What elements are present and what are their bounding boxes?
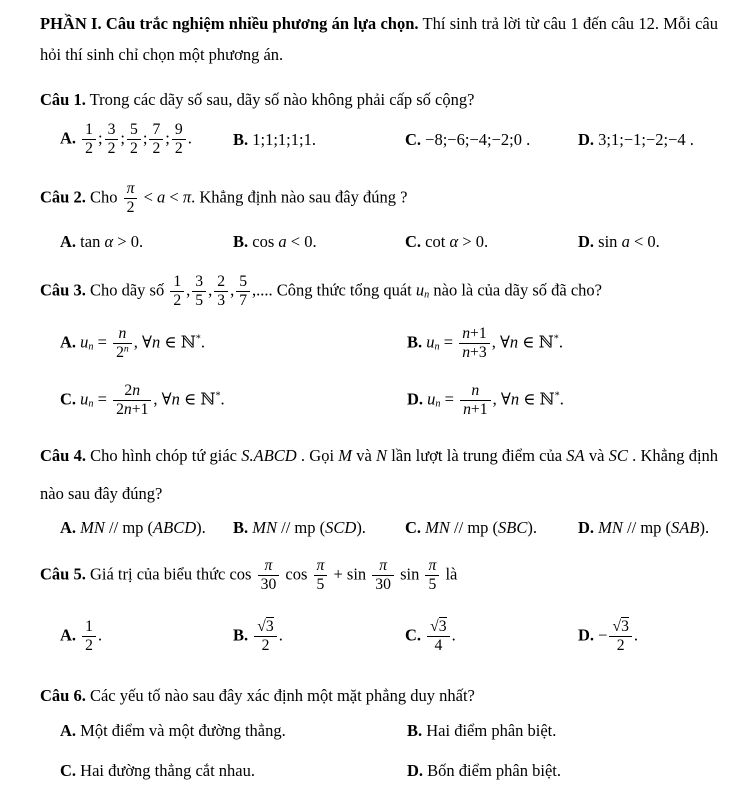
question-1	[40, 87, 718, 158]
math-variable: n	[424, 289, 430, 301]
math-fraction: $\frac{\pi}{30}$	[372, 557, 394, 594]
question-6-option-B: B. Hai điểm phân biệt.	[407, 721, 557, 741]
math-variable: π	[428, 557, 437, 575]
math-fraction: $\frac{1}{2}$	[82, 121, 96, 158]
math-variable: n	[434, 341, 440, 353]
math-variable: a	[157, 187, 166, 207]
math-variable: M	[338, 446, 353, 466]
option-letter: B.	[233, 129, 249, 149]
math-script	[124, 344, 129, 355]
math-variable: SBC	[498, 518, 528, 538]
option-letter: C.	[60, 761, 77, 781]
question-2-option-A: A. tan α > 0.	[60, 232, 144, 252]
question-label: Câu 6.	[40, 686, 86, 706]
section-title: PHẦN I. Câu trắc nghiệm nhiều phương án lựa chọn.	[40, 14, 419, 33]
question-5-stem: Câu 5. Giá trị của biểu thức cos $\frac{\pi}{30}$ cos $\frac{\pi}{5}$ + sin $\frac{\pi}{30}$ sin $\frac{\pi}{5}$ là	[40, 557, 458, 594]
question-2-option-C: C. cot α > 0.	[405, 232, 489, 252]
math-fraction: $\frac{\pi}{5}$	[314, 557, 328, 594]
question-5-option-A: A. $\frac{1}{2}$ .	[60, 618, 103, 655]
question-6-option-A: A. Một điểm và một đường thẳng.	[60, 721, 286, 741]
section-header	[40, 8, 718, 70]
math-variable: a	[621, 232, 630, 252]
option-letter: A.	[60, 518, 77, 538]
math-variable: n	[462, 325, 471, 343]
option-letter: C.	[405, 625, 422, 645]
math-variable: α	[449, 232, 459, 252]
math-variable: π	[316, 557, 325, 575]
math-variable: n	[510, 389, 520, 409]
option-letter: B.	[233, 518, 249, 538]
question-5-options	[60, 618, 718, 655]
question-label: Câu 3.	[40, 280, 86, 300]
math-fraction: $\frac{√3}{2}$	[609, 618, 631, 655]
math-fraction: $\frac{n}{2^n}$	[113, 325, 132, 362]
math-script: *	[195, 333, 201, 345]
option-letter: B.	[233, 625, 249, 645]
math-variable: SCD	[325, 518, 357, 538]
question-5-option-D: D. − $\frac{√3}{2}$ .	[578, 618, 639, 655]
math-fraction: $\frac{3}{5}$	[192, 273, 206, 310]
question-2-option-B: B. cos a < 0.	[233, 232, 317, 252]
math-variable: SA	[566, 446, 585, 466]
math-variable: n	[123, 343, 129, 355]
option-letter: B.	[407, 332, 423, 352]
option-letter: B.	[407, 721, 423, 741]
option-letter: B.	[233, 232, 249, 252]
math-variable: a	[278, 232, 287, 252]
option-letter: D.	[407, 761, 424, 781]
question-label: Câu 4.	[40, 446, 86, 466]
math-variable: n	[118, 325, 127, 343]
option-letter: D.	[407, 389, 424, 409]
question-1-stem: Câu 1. Trong các dãy số sau, dãy số nào không phải cấp số cộng?	[40, 90, 475, 109]
question-6-option-D: D. Bốn điểm phân biệt.	[407, 761, 561, 781]
math-script	[435, 341, 440, 352]
math-variable: u	[427, 389, 436, 409]
question-3-option-A: A. $u_n$ = $\frac{n}{2^n}$ , ∀n ∈ ℕ*.	[60, 325, 206, 362]
math-variable: MN	[425, 518, 450, 538]
math-variable: π	[379, 557, 388, 575]
option-letter: C.	[60, 389, 77, 409]
question-4-option-B: B. MN // mp (SCD).	[233, 518, 366, 538]
question-4	[40, 437, 718, 541]
math-fraction: $\frac{1}{2}$	[170, 273, 184, 310]
question-6-stem: Câu 6. Các yếu tố nào sau đây xác định một mặt phẳng duy nhất?	[40, 686, 475, 706]
math-variable: SC	[608, 446, 628, 466]
math-variable: MN	[598, 518, 623, 538]
math-fraction: $\frac{\pi}{5}$	[425, 557, 439, 594]
math-variable: π	[126, 180, 135, 198]
math-fraction: $\frac{3}{2}$	[105, 121, 119, 158]
math-fraction: $\frac{2n}{2n+1}$	[113, 382, 151, 419]
question-4-option-C: C. MN // mp (SBC).	[405, 518, 538, 538]
question-2	[40, 180, 718, 255]
question-4-options	[60, 515, 718, 541]
math-script: *	[215, 390, 221, 402]
math-fraction: $\frac{n}{n+1}$	[460, 382, 491, 419]
option-letter: D.	[578, 129, 595, 149]
question-label: Câu 2.	[40, 187, 86, 207]
question-1-option-C: C. −8;−6;−4;−2;0 .	[405, 129, 531, 149]
question-1-options	[60, 121, 718, 158]
question-4-option-D: D. MN // mp (SAB).	[578, 518, 710, 538]
question-label: Câu 1.	[40, 90, 86, 109]
math-script	[88, 341, 93, 352]
math-variable: n	[509, 332, 519, 352]
question-4-stem: Câu 4. Cho hình chóp tứ giác S.ABCD . Gọi M và N lần lượt là trung điểm của SA và SC . Khẳng định nào sau đây đúng?	[40, 446, 719, 504]
question-3-option-D: D. $u_n$ = $\frac{n}{n+1}$ , ∀n ∈ ℕ*.	[407, 382, 564, 419]
question-3-stem: Câu 3. Cho dãy số $\frac{1}{2}$ , $\frac{3}{5}$ , $\frac{2}{3}$ , $\frac{5}{7}$ ,.... Công thức tổng quát $u_n$ nào là của dãy số đã cho?	[40, 273, 602, 310]
math-variable: S.ABCD	[241, 446, 297, 466]
question-3-options	[60, 325, 718, 419]
question-1-option-A: A. $\frac{1}{2}$ ; $\frac{3}{2}$ ; $\frac{5}{2}$ ; $\frac{7}{2}$ ; $\frac{9}{2}$ .	[60, 121, 192, 158]
math-fraction: $\frac{2}{3}$	[214, 273, 228, 310]
math-variable: MN	[80, 518, 105, 538]
math-sqrt: √3	[257, 618, 274, 636]
math-variable: n	[152, 332, 161, 352]
question-5-option-C: C. $\frac{√3}{4}$ .	[405, 618, 456, 655]
math-variable: n	[171, 389, 180, 409]
math-fraction: $\frac{\pi}{30}$	[258, 557, 280, 594]
math-variable: n	[88, 341, 94, 353]
question-3-option-B: B. $u_n$ = $\frac{n+1}{n+3}$ , ∀n ∈ ℕ*.	[407, 325, 563, 362]
question-6	[40, 683, 718, 784]
math-variable: n	[123, 401, 132, 419]
math-variable: n	[471, 382, 480, 400]
math-variable: π	[264, 557, 273, 575]
math-variable: n	[462, 344, 471, 362]
math-variable: ABCD	[153, 518, 197, 538]
math-fraction: $\frac{n+1}{n+3}$	[459, 325, 490, 362]
math-fraction: $\frac{5}{2}$	[127, 121, 141, 158]
option-letter: D.	[578, 625, 595, 645]
option-letter: A.	[60, 128, 77, 148]
math-variable: N	[376, 446, 388, 466]
section-instructions: Thí sinh trả lời từ câu 1 đến câu 12. Mỗi câu hỏi thí sinh chỉ chọn một phương án.	[40, 14, 718, 64]
math-variable: u	[426, 332, 435, 352]
math-fraction: $\frac{√3}{2}$	[254, 618, 276, 655]
question-3	[40, 273, 718, 419]
question-6-options	[60, 718, 718, 784]
math-script	[424, 289, 429, 300]
question-4-option-A: A. MN // mp (ABCD).	[60, 518, 206, 538]
question-5-option-B: B. $\frac{√3}{2}$ .	[233, 618, 283, 655]
question-1-option-D: D. 3;1;−1;−2;−4 .	[578, 129, 694, 149]
option-letter: C.	[405, 129, 422, 149]
math-variable: u	[80, 332, 89, 352]
math-variable: π	[182, 187, 192, 207]
math-sqrt: √3	[612, 618, 629, 636]
math-variable: n	[463, 401, 471, 419]
question-6-option-C: C. Hai đường thẳng cắt nhau.	[60, 761, 256, 781]
question-label: Câu 5.	[40, 564, 86, 584]
math-script	[435, 398, 440, 409]
math-variable: α	[104, 232, 114, 252]
option-letter: A.	[60, 625, 77, 645]
option-letter: C.	[405, 232, 422, 252]
math-variable: u	[415, 280, 425, 300]
math-fraction: $\frac{1}{2}$	[82, 618, 96, 655]
math-fraction: $\frac{√3}{4}$	[427, 618, 449, 655]
option-letter: A.	[60, 721, 77, 741]
option-letter: A.	[60, 232, 77, 252]
option-letter: D.	[578, 232, 595, 252]
question-2-option-D: D. sin a < 0.	[578, 232, 660, 252]
math-variable: u	[80, 389, 89, 409]
math-variable: SAB	[671, 518, 700, 538]
question-3-option-C: C. $u_n$ = $\frac{2n}{2n+1}$ , ∀n ∈ ℕ*.	[60, 382, 225, 419]
math-fraction: $\frac{9}{2}$	[172, 121, 186, 158]
math-variable: MN	[252, 518, 278, 538]
math-fraction: $\frac{\pi}{2}$	[124, 180, 138, 217]
option-letter: D.	[578, 518, 595, 538]
question-2-options	[60, 229, 718, 255]
math-script	[88, 398, 93, 409]
question-2-stem: Câu 2. Cho $\frac{\pi}{2}$ < a < π. Khẳng định nào sau đây đúng ?	[40, 180, 408, 217]
math-sqrt: √3	[430, 618, 447, 636]
questions-container	[40, 87, 718, 784]
math-variable: n	[435, 398, 441, 410]
question-1-option-B: B. 1;1;1;1;1.	[233, 129, 316, 149]
math-script: *	[554, 390, 560, 402]
math-fraction: $\frac{7}{2}$	[149, 121, 163, 158]
option-letter: C.	[405, 518, 422, 538]
math-variable: n	[132, 382, 141, 400]
option-letter: A.	[60, 332, 77, 352]
math-fraction: $\frac{5}{7}$	[236, 273, 250, 310]
math-script: *	[553, 333, 559, 345]
question-5	[40, 557, 718, 655]
math-variable: n	[88, 398, 94, 410]
